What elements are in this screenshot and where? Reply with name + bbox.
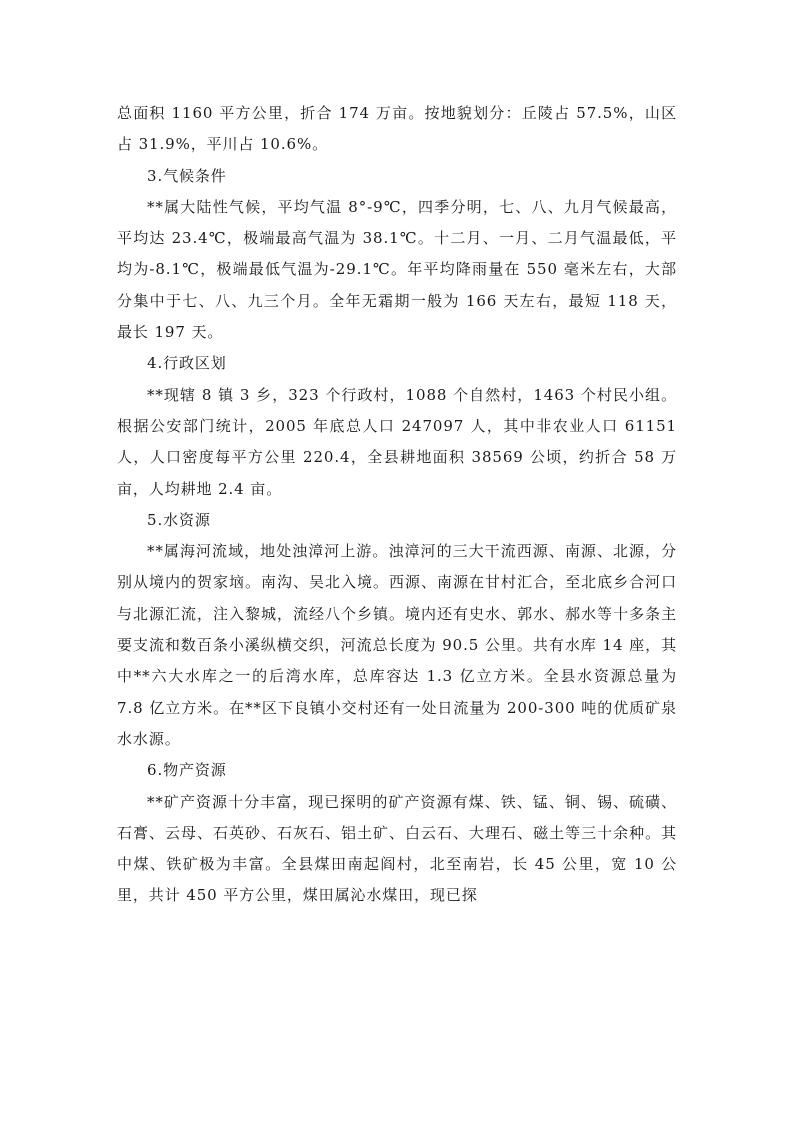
heading-water-resources: 5.水资源	[147, 510, 211, 529]
paragraph-mineral-resources: **矿产资源十分丰富，现已探明的矿产资源有煤、铁、锰、铜、锡、硫磺、石膏、云母、石英砂、石灰石、铝土矿、白云石、大理石、磁土等三十余种。其中煤、铁矿极为丰富。全县煤田南起阎村，北至南岩，长 45 公里，宽 10 公里，共计 450 平方公里，煤田属沁水煤田，现已探	[117, 792, 677, 905]
heading-mineral-resources: 6.物产资源	[147, 761, 227, 780]
heading-administrative-division: 4.行政区划	[147, 354, 227, 373]
paragraph-climate: **属大陆性气候，平均气温 8°-9℃，四季分明，七、八、九月气候最高，平均达 23.4℃，极端最高气温为 38.1℃。十二月、一月、二月气温最低，平均为-8.1℃，极端最低气温为-29.1℃。年平均降雨量在 550 毫米左右，大部分集中于七、八、九三个月。全年无霜期一般为 166 天左右，最短 118 天，最长 197 天。	[117, 197, 677, 342]
paragraph-water-resources: **属海河流域，地处浊漳河上游。浊漳河的三大干流西源、南源、北源，分别从境内的贺家垴。南沟、吴北入境。西源、南源在甘村汇合，至北底乡合河口与北源汇流，注入黎城，流经八个乡镇。境内还有史水、郭水、郝水等十多条主要支流和数百条小溪纵横交织，河流总长度为 90.5 公里。共有水库 14 座，其中**六大水库之一的后湾水库，总库容达 1.3 亿立方米。全县水资源总量为 7.8 亿立方米。在**区下良镇小交村还有一处日流量为 200-300 吨的优质矿泉水水源。	[117, 542, 677, 748]
heading-climate: 3.气候条件	[147, 166, 227, 185]
paragraph-administrative-division: **现辖 8 镇 3 乡，323 个行政村，1088 个自然村，1463 个村民小组。根据公安部门统计，2005 年底总人口 247097 人，其中非农业人口 61151 人，人口密度每平方公里 220.4，全县耕地面积 38569 公顷，约折合 58 万亩，人均耕地 2.4 亩。	[117, 385, 677, 498]
document-page	[117, 98, 677, 912]
paragraph-terrain: 总面积 1160 平方公里，折合 174 万亩。按地貌划分：丘陵占 57.5%，山区占 31.9%，平川占 10.6%。	[117, 104, 677, 154]
